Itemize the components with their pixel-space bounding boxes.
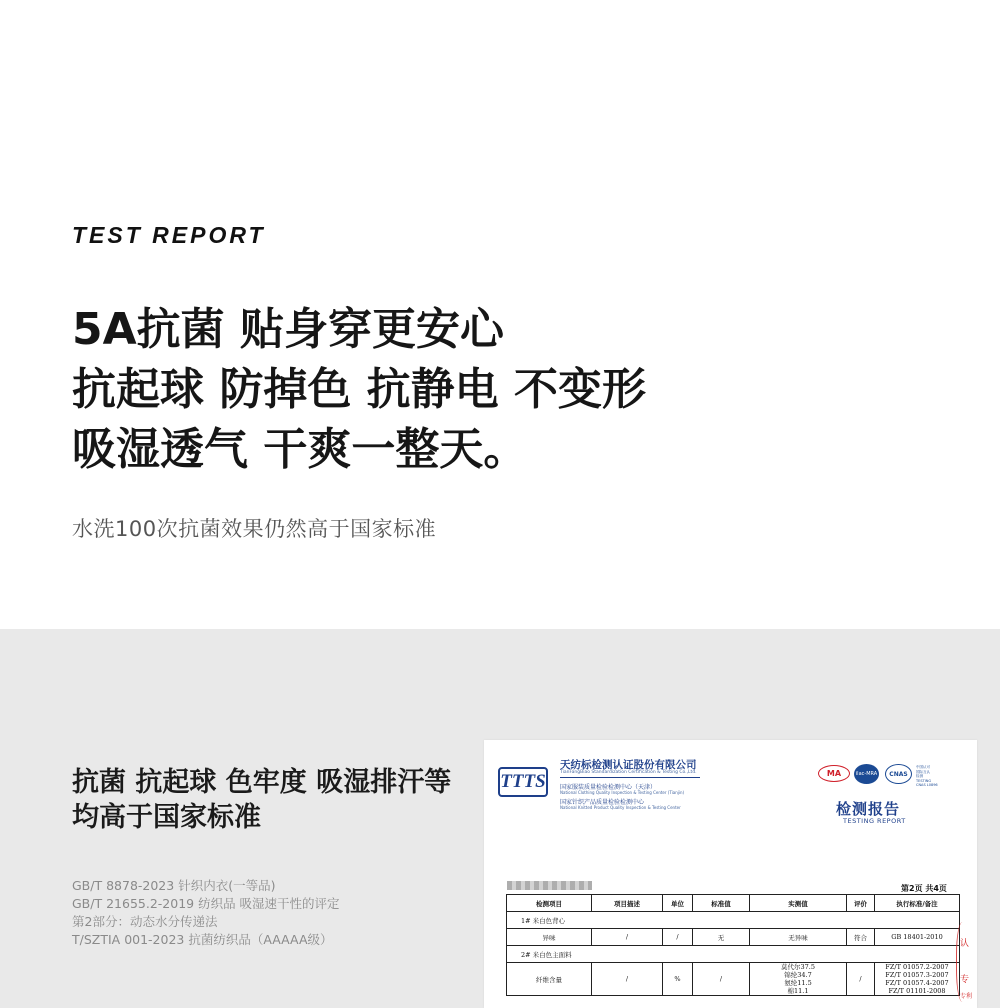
table-cell: % [663,963,693,996]
hero-headline [72,300,646,480]
redacted-report-number [507,881,592,890]
measured-line: 莫代尔37.5 [781,963,815,971]
table-section-row [507,912,960,929]
table-cell: / [693,963,750,996]
table-cell: GB 18401-2010 [875,929,960,946]
measured-line: 棉11.1 [787,987,809,995]
table-cell: / [663,929,693,946]
table-cell: 异味 [507,929,592,946]
measured-line: 锦纶34.7 [784,971,812,979]
seal-stamp-text: 专 [960,975,970,985]
cert-small-line: 检测 [916,774,923,778]
standards-section [0,629,1000,1008]
table-header-cell: 实测值 [750,895,847,912]
headline-line: 5A抗菌 贴身穿更安心 [72,304,504,355]
report-title-en: TESTING REPORT [843,817,906,825]
standard-item: GB/T 21655.2-2019 纺织品 吸湿速干性的评定 [72,896,340,911]
seal-stamp-text: 认 [960,939,970,949]
headline-line: 抗起球 防掉色 抗静电 不变形 [72,364,646,415]
center1-cn: 国家服装质量检验检测中心（天津） [560,784,657,791]
table-header-cell: 标准值 [693,895,750,912]
table-header-row [507,895,960,912]
cert-small-line: 中国认可 [916,765,930,769]
section-label: 1# 米白色背心 [507,912,960,929]
table-header-cell: 项目描述 [592,895,663,912]
cert-small-line: CNAS L0896 [916,783,938,787]
table-cell: 符合 [847,929,875,946]
test-report-image [484,740,977,1008]
standard-item: T/SZTIA 001-2023 抗菌纺织品（AAAAA级） [72,932,333,947]
report-table [506,894,960,996]
headline-line: 吸湿透气 干爽一整天。 [72,424,528,475]
table-cell: / [592,929,663,946]
report-title-cn: 检测报告 [836,800,901,818]
hero-subtitle: 水洗100次抗菌效果仍然高于国家标准 [72,517,437,541]
org-name-cn: 天纺标检测认证股份有限公司 [560,759,697,771]
table-header-cell: 单位 [663,895,693,912]
standards-headline-line: 均高于国家标准 [72,802,261,833]
section-label: 2# 米白色主面料 [507,946,960,963]
table-section-row [507,946,960,963]
table-header-cell: 评价 [847,895,875,912]
seal-stamp-edge [956,922,972,1002]
page-number: 第2页 共4页 [901,884,947,893]
table-header-cell: 执行标准/备注 [875,895,960,912]
table-cell: 无 [693,929,750,946]
org-divider [560,777,700,778]
table-cell: / [592,963,663,996]
standard-line: FZ/T 01057.3-2007 [885,971,949,979]
cnas-cert-logo: CNAS [885,764,912,784]
table-header-cell: 检测项目 [507,895,592,912]
tts-logo: TTTS [498,767,548,797]
table-cell-standards [875,963,960,996]
table-cell: 纤维含量 [507,963,592,996]
seal-stamp-text: 专利 [960,993,973,1000]
org-name-en: TianFangBiao Standardization Certification & Testing Co.,Ltd. [560,770,697,775]
standard-item: 第2部分：动态水分传递法 [72,914,218,929]
table-cell-measured [750,963,847,996]
cma-cert-logo: MA [818,765,850,782]
cert-small-line: TESTING [916,778,932,783]
standards-headline-line: 抗菌 抗起球 色牢度 吸湿排汗等 [72,767,452,798]
measured-line: 氨纶11.5 [784,979,812,987]
standard-line: FZ/T 01101-2008 [888,987,946,995]
eyebrow-label: TEST REPORT [72,222,266,248]
cert-small-line: 国际互认 [916,769,930,774]
standard-line: FZ/T 01057.2-2007 [885,963,949,971]
standard-item: GB/T 8878-2023 针织内衣(一等品) [72,878,276,893]
table-row [507,963,960,996]
center2-en: National Knitted Product Quality Inspection & Testing Center [560,805,681,810]
standards-list [72,877,340,949]
standards-headline [72,765,451,835]
center1-en: National Clothing Quality Inspection & Testing Center (Tianjin) [560,790,685,795]
table-cell: 无异味 [750,929,847,946]
table-row [507,929,960,946]
standard-line: FZ/T 01057.4-2007 [885,979,949,987]
center2-cn: 国家针织产品质量检验检测中心 [560,799,645,806]
table-cell: / [847,963,875,996]
ilac-cert-logo: ilac-MRA [854,764,879,784]
cert-small-text [916,765,938,788]
